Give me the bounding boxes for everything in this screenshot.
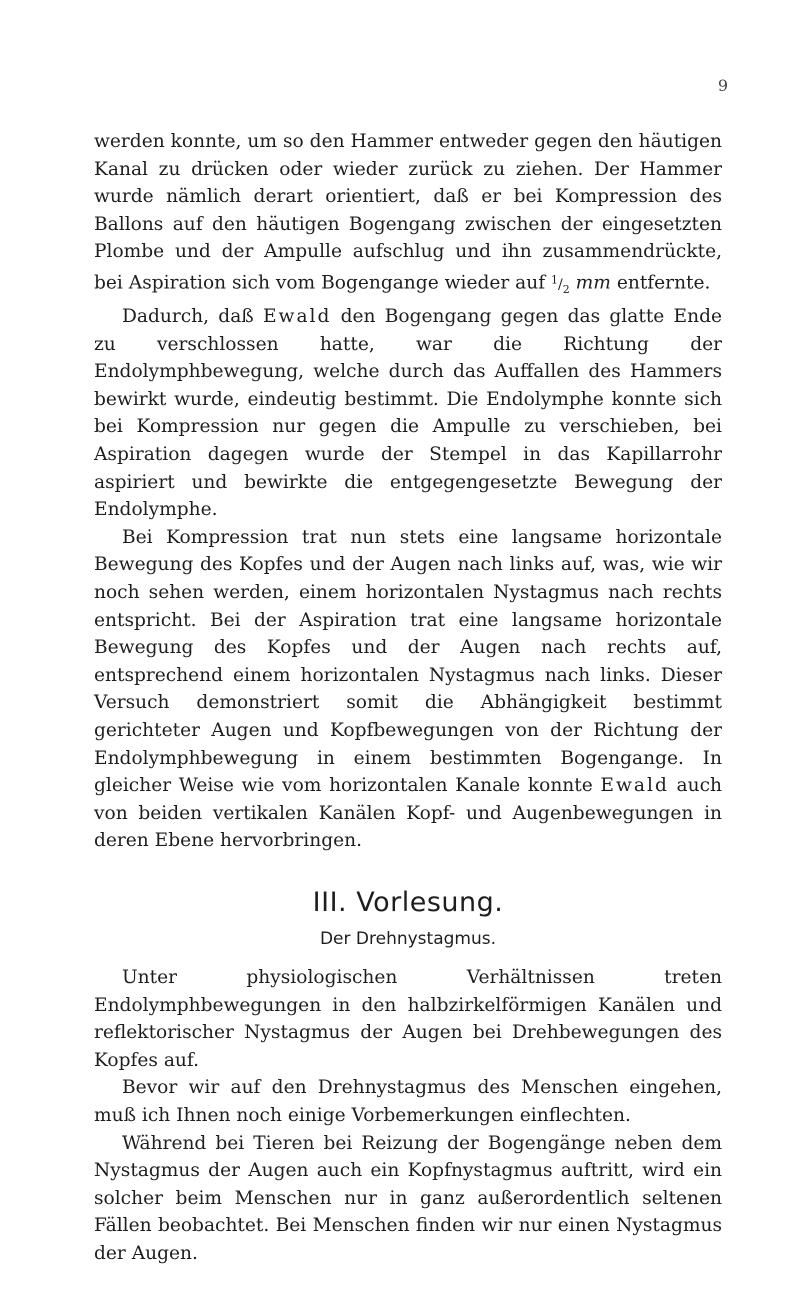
unit-mm: mm bbox=[575, 272, 611, 294]
text-block bbox=[94, 128, 722, 1268]
paragraph-1-text: werden konnte, um so den Hammer entweder gegen den häutigen Kanal zu drücken oder wieder zurück zu ziehen. Der Hammer wurde nämlich derart orientiert, daß er bei Kompression des Ballons auf den häutigen Bogengang zwischen der eingesetzten Plombe und der Ampulle aufschlug und ihn zusammendrückte, bei Aspiration sich vom Bogengange wieder auf bbox=[94, 131, 722, 294]
paragraph-1: werden konnte, um so den Hammer entweder gegen den häutigen Kanal zu drücken oder wieder zurück zu ziehen. Der Hammer wurde nämlich derart orientiert, daß er bei Kompression des Ballons auf den häutigen Bogengang zwischen der eingesetzten Plombe und der Ampulle aufschlug und ihn zusammendrückte, bei Aspiration sich vom Bogengange wieder auf $^1/_2$ mm entfernte. bbox=[94, 131, 722, 296]
author-name: Ewald bbox=[600, 775, 669, 797]
paragraph-2: Dadurch, daß Ewald den Bogengang gegen das glatte Ende zu verschlossen hatte, war die Richtung der Endolymphbewegung, welche durch das Auffallen des Hammers bewirkt wurde, eindeutig bestimmt. Die Endolymphe konnte sich bei Kompression nur gegen die Ampulle zu verschieben, bei Aspiration dagegen wurde der Stempel in das Kapillarrohr aspiriert und bewirkte die entgegengesetzte Bewegung der Endolymphe. bbox=[94, 306, 722, 521]
paragraph-3: Bei Kompression trat nun stets eine langsame horizontale Bewegung des Kopfes und der Augen nach links auf, was, wie wir noch sehen werden, einem horizontalen Nystagmus nach rechts entspricht. Bei der Aspiration trat eine langsame horizontale Bewegung des Kopfes und der Augen nach rechts auf, entsprechend einem horizontalen Nystagmus nach links. Dieser Versuch demonstriert somit die Abhängigkeit bestimmt gerichteter Augen und Kopfbewegungen von der Richtung der Endolymphbewegung in einem bestimmten Bogengange. In gleicher Weise wie vom horizontalen Kanale konnte Ewald auch von beiden vertikalen Kanälen Kopf- und Augenbewegungen in deren Ebene hervorbringen. bbox=[94, 526, 722, 852]
lecture-heading: III. Vorlesung. bbox=[312, 886, 504, 918]
paragraph-5: Bevor wir auf den Drehnystagmus des Menschen eingehen, muß ich Ihnen noch einige Vorbemerkungen einflechten. bbox=[94, 1077, 722, 1127]
lecture-subtitle: Der Drehnystagmus. bbox=[319, 929, 497, 950]
fraction: $^1/_2$ bbox=[551, 272, 570, 296]
page-number: 9 bbox=[717, 76, 728, 95]
paragraph-4: Unter physiologischen Verhältnissen treten Endolymphbewegungen in den halbzirkelförmigen Kanälen und reflektorischer Nystagmus der Augen bei Drehbewegungen des Kopfes auf. bbox=[94, 967, 722, 1071]
paragraph-6: Während bei Tieren bei Reizung der Bogengänge neben dem Nystagmus der Augen auch ein Kopfnystagmus auftritt, wird ein solcher beim Menschen nur in ganz außerordentlich seltenen Fällen beobachtet. Bei Menschen finden wir nur einen Nystagmus der Augen. bbox=[94, 1132, 722, 1265]
author-name: Ewald bbox=[262, 306, 332, 328]
